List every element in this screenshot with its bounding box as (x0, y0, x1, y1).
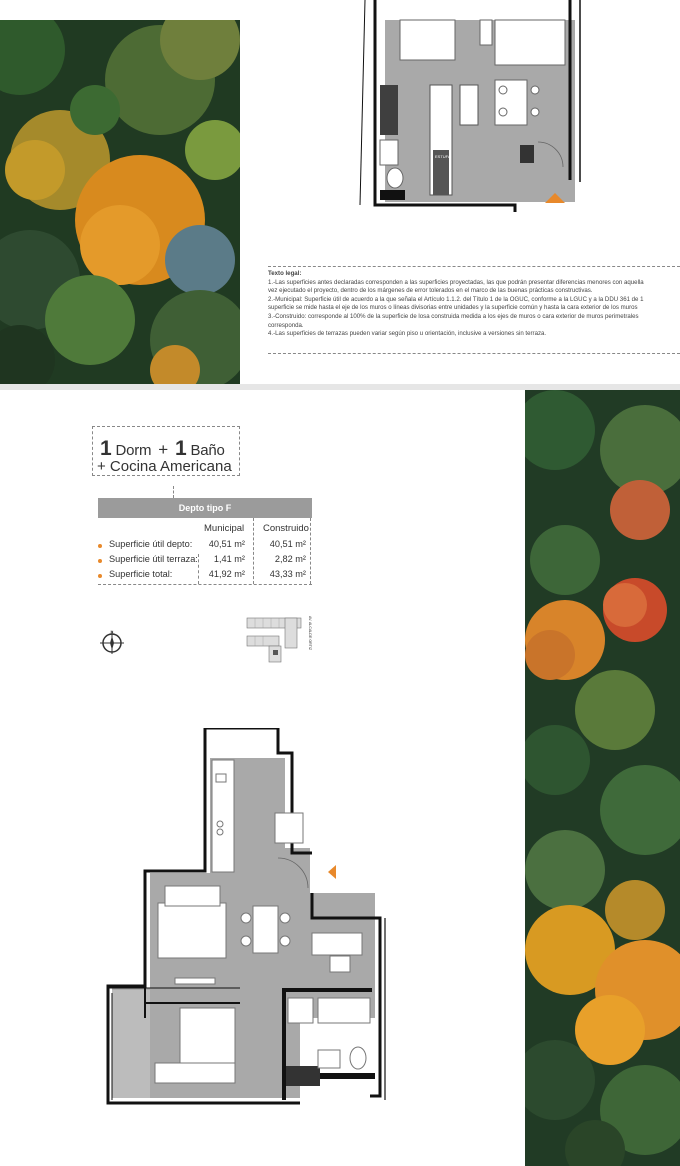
table-divider (253, 518, 254, 584)
row-municipal-value: 40,51 m² (208, 539, 245, 549)
bullet-icon (98, 559, 102, 563)
building-key-plan (245, 612, 315, 670)
row-label: Superficie útil depto: (109, 539, 193, 549)
headline-plus: + (158, 440, 169, 459)
compass-icon (99, 629, 125, 655)
row-label: Superficie total: (109, 569, 173, 579)
floor-plan-drawing (100, 728, 400, 1108)
bedroom-count: 1 (100, 437, 112, 460)
bathroom-count: 1 (175, 437, 187, 460)
legal-line: 1.-Las superficies antes declaradas corresponden a las superficies proyectadas, las que podrán presentar diferencias menores con aquella (268, 278, 644, 286)
table-divider (198, 554, 199, 584)
surface-table (98, 498, 312, 584)
unit-type-headline (92, 426, 240, 476)
bullet-icon (98, 544, 102, 548)
bedroom-word: Dorm (115, 442, 152, 459)
key-plan-drawing (245, 612, 315, 670)
north-compass-icon (99, 629, 125, 655)
legal-line: corresponda. (268, 321, 304, 329)
forest-aerial-photo (525, 390, 680, 1166)
brochure-page-bottom (0, 390, 680, 1166)
key-plan-street-label: AV. ALCALDE ORTIZ (308, 616, 312, 651)
floor-plan-top-drawing (355, 0, 595, 215)
plan-top-label: ESTUFA (435, 154, 451, 159)
row-municipal-value: 41,92 m² (208, 569, 245, 579)
headline-line-2: + Cocina Americana (97, 458, 232, 475)
bullet-icon (98, 574, 102, 578)
forest-photo-image (0, 20, 240, 384)
table-header: Depto tipo F (98, 498, 312, 518)
floor-plan-depto-f (100, 728, 400, 1108)
floor-plan-top-fragment (355, 0, 595, 215)
row-construido-value: 40,51 m² (269, 539, 306, 549)
legal-line: 3.-Construido: corresponde al 100% de la superficie de losa construida medida a los ejes de muros o cara exterior de muros perimetrales (268, 312, 639, 320)
row-construido-value: 43,33 m² (269, 569, 306, 579)
legal-title: Texto legal: (268, 270, 302, 277)
table-divider (173, 486, 174, 498)
row-construido-value: 2,82 m² (274, 554, 306, 564)
table-divider (98, 584, 312, 585)
column-header-municipal: Municipal (204, 523, 245, 534)
bathroom-word: Baño (190, 442, 225, 459)
row-municipal-value: 1,41 m² (213, 554, 245, 564)
table-divider (310, 518, 311, 584)
legal-line: superficie se mide hasta el eje de los muros o líneas divisorias entre unidades y la superficie común y hasta la cara exterior de los muros (268, 304, 638, 312)
column-header-construido: Construido (263, 523, 309, 534)
legal-line: 2.-Municipal: Superficie útil de acuerdo a la que señala el Artículo 1.1.2. del Título 1 de la OGUC, conforme a la LGUC y a la DDU 361 de 1 (268, 295, 644, 303)
row-label: Superficie útil terraza: (109, 554, 198, 564)
forest-photo-image (525, 390, 680, 1166)
compass-north-label: N (110, 629, 114, 634)
legal-line: vez ejecutado el proyecto, dentro de los márgenes de error tolerados en el marco de las buenas prácticas constructivas. (268, 287, 593, 295)
legal-text-block (268, 266, 680, 354)
legal-line: 4.-Las superficies de terrazas pueden variar según piso u orientación, inclusive a versiones sin terraza. (268, 330, 547, 338)
brochure-page-top (0, 0, 680, 384)
forest-aerial-photo (0, 20, 240, 384)
